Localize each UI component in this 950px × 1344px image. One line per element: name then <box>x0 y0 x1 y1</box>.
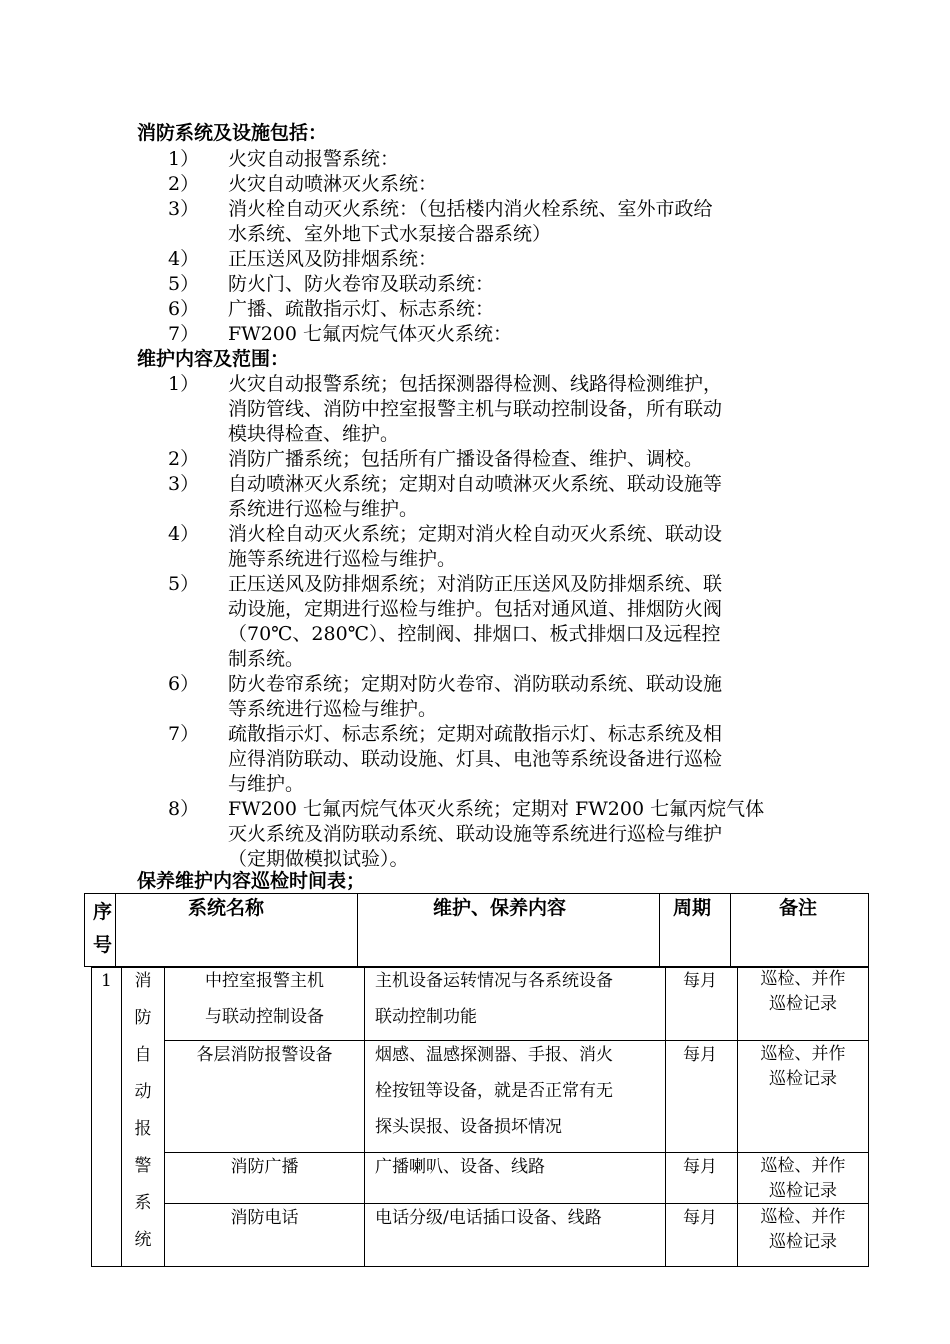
cell-text: 巡检记录 <box>769 1069 837 1089</box>
cell-text: 巡检、并作 <box>760 1207 846 1227</box>
list-item-number: 2） <box>168 448 200 470</box>
table-row-cycle: 每月 <box>683 1157 717 1177</box>
category-char: 系 <box>134 1193 152 1213</box>
schedule-table-body <box>91 967 869 1267</box>
table-row-cycle: 每月 <box>683 1208 717 1228</box>
cell-text: 主机设备运转情况与各系统设备 <box>375 971 613 991</box>
header-cycle: 周期 <box>673 897 712 919</box>
cell-text: 巡检、并作 <box>760 1156 846 1176</box>
list-item-text: 施等系统进行巡检与维护。 <box>228 548 457 570</box>
cell-text: 探头误报、设备损坏情况 <box>375 1117 562 1137</box>
table-row-cycle: 每月 <box>683 971 717 991</box>
list-item-number: 2） <box>168 173 200 195</box>
category-char: 动 <box>134 1082 152 1102</box>
list-item-number: 3） <box>168 473 200 495</box>
list-item-text: 制系统。 <box>228 648 305 670</box>
cell-text: 巡检记录 <box>769 1232 837 1252</box>
table-row-name <box>165 1149 364 1185</box>
table-row-name <box>165 1037 364 1073</box>
table-row-content <box>375 963 613 1035</box>
list-item-text: 火灾自动喷淋灭火系统： <box>228 173 438 195</box>
list-item-text: 消防广播系统；包括所有广播设备得检查、维护、调校。 <box>228 448 704 470</box>
cell-text: 巡检、并作 <box>760 969 846 989</box>
table-row-content <box>375 1037 613 1145</box>
list-item-text: 防火卷帘系统；定期对防火卷帘、消防联动系统、联动设施 <box>228 673 723 695</box>
list-item-number: 5） <box>168 273 200 295</box>
table-row-note <box>738 1154 868 1204</box>
list-item-number: 4） <box>168 523 200 545</box>
table-row-name <box>165 963 364 1035</box>
list-item-number: 1） <box>168 373 200 395</box>
header-seq-line1: 序 <box>93 901 113 923</box>
section-heading-scope: 维护内容及范围： <box>137 348 290 370</box>
cell-text: 巡检、并作 <box>760 1044 846 1064</box>
list-item-text: （70℃、280℃）、控制阀、排烟口、板式排烟口及远程控 <box>228 623 721 645</box>
table-row-content <box>375 1149 545 1185</box>
list-item-number: 8） <box>168 798 200 820</box>
category-char: 自 <box>134 1045 152 1065</box>
list-item-text: 防火门、防火卷帘及联动系统： <box>228 273 495 295</box>
list-item-text: 应得消防联动、联动设施、灯具、电池等系统设备进行巡检 <box>228 748 723 770</box>
list-item-text: 等系统进行巡检与维护。 <box>228 698 438 720</box>
list-item-text: 正压送风及防排烟系统： <box>228 248 438 270</box>
cell-text: 各层消防报警设备 <box>196 1045 333 1065</box>
cell-text: 巡检记录 <box>769 1181 837 1201</box>
row-group-seq: 1 <box>101 971 112 991</box>
list-item-number: 6） <box>168 673 200 695</box>
section-heading-facilities: 消防系统及设施包括： <box>137 122 328 144</box>
list-item-text: 疏散指示灯、标志系统；定期对疏散指示灯、标志系统及相 <box>228 723 723 745</box>
list-item-text: 广播、疏散指示灯、标志系统： <box>228 298 495 320</box>
list-item-text: 动设施，定期进行巡检与维护。包括对通风道、排烟防火阀 <box>228 598 723 620</box>
cell-text: 消防广播 <box>230 1157 299 1177</box>
list-item-number: 4） <box>168 248 200 270</box>
table-row-name <box>165 1200 364 1236</box>
schedule-table-header <box>84 893 869 967</box>
cell-text: 联动控制功能 <box>375 1007 477 1027</box>
header-seq-line2: 号 <box>93 934 113 956</box>
header-note: 备注 <box>779 897 818 919</box>
cell-text: 烟感、温感探测器、手报、消火 <box>375 1045 613 1065</box>
table-row-note <box>738 1042 868 1092</box>
list-item-number: 7） <box>168 723 200 745</box>
cell-text: 与联动控制设备 <box>205 1007 324 1027</box>
list-item-text: 火灾自动报警系统： <box>228 148 400 170</box>
list-item-text: 与维护。 <box>228 773 305 795</box>
list-item-number: 1） <box>168 148 200 170</box>
list-item-text: 火灾自动报警系统；包括探测器得检测、线路得检测维护， <box>228 373 723 395</box>
section-heading-schedule: 保养维护内容巡检时间表； <box>137 870 366 892</box>
list-item-text: 水系统、室外地下式水泵接合器系统） <box>228 223 552 245</box>
list-item-text: 消火栓自动灭火系统；定期对消火栓自动灭火系统、联动设 <box>228 523 723 545</box>
table-row-content <box>375 1200 602 1236</box>
list-item-text: 灭火系统及消防联动系统、联动设施等系统进行巡检与维护 <box>228 823 723 845</box>
cell-text: 中控室报警主机 <box>205 971 324 991</box>
list-item-text: 消火栓自动灭火系统：（包括楼内消火栓系统、室外市政给 <box>228 198 713 220</box>
table-row-note <box>738 967 868 1017</box>
header-maintenance-content: 维护、保养内容 <box>433 897 567 919</box>
header-system-name: 系统名称 <box>188 897 265 919</box>
list-item-number: 5） <box>168 573 200 595</box>
list-item-text: FW200 七氟丙烷气体灭火系统；定期对 FW200 七氟丙烷气体 <box>228 798 765 820</box>
category-char: 统 <box>134 1230 152 1250</box>
list-item-text: 正压送风及防排烟系统；对消防正压送风及防排烟系统、联 <box>228 573 723 595</box>
table-row-cycle: 每月 <box>683 1045 717 1065</box>
list-item-text: 自动喷淋灭火系统；定期对自动喷淋灭火系统、联动设施等 <box>228 473 723 495</box>
category-char: 消 <box>134 971 152 991</box>
cell-text: 广播喇叭、设备、线路 <box>375 1157 545 1177</box>
cell-text: 消防电话 <box>230 1208 299 1228</box>
cell-text: 巡检记录 <box>769 994 837 1014</box>
category-system-name <box>128 963 158 1259</box>
table-row-note <box>738 1205 868 1255</box>
category-char: 防 <box>134 1008 152 1028</box>
cell-text: 电话分级/电话插口设备、线路 <box>375 1208 602 1228</box>
list-item-text: （定期做模拟试验）。 <box>228 848 409 870</box>
list-item-number: 3） <box>168 198 200 220</box>
category-char: 警 <box>134 1156 152 1176</box>
list-item-number: 7） <box>168 323 200 345</box>
category-char: 报 <box>134 1119 152 1139</box>
cell-text: 栓按钮等设备，就是否正常有无 <box>375 1081 613 1101</box>
list-item-text: 模块得检查、维护。 <box>228 423 400 445</box>
list-item-text: 系统进行巡检与维护。 <box>228 498 419 520</box>
list-item-number: 6） <box>168 298 200 320</box>
list-item-text: FW200 七氟丙烷气体灭火系统： <box>228 323 513 345</box>
list-item-text: 消防管线、消防中控室报警主机与联动控制设备，所有联动 <box>228 398 723 420</box>
